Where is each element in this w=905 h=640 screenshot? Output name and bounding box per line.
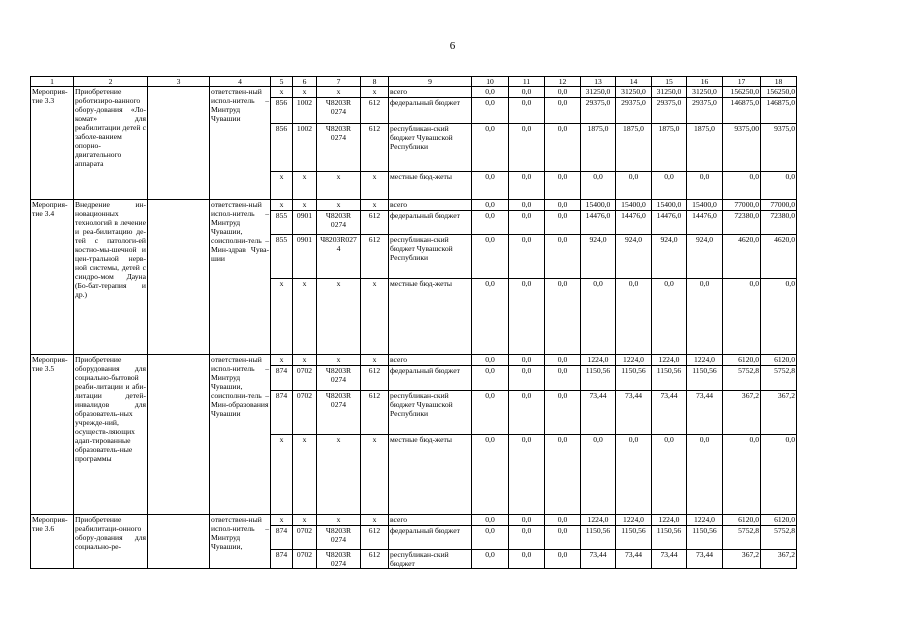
expense-type-code: 612	[361, 211, 389, 235]
amount-cell: 1224,0	[652, 515, 687, 526]
expense-type-code: x	[361, 200, 389, 211]
amount-cell: 31250,0	[581, 87, 616, 98]
amount-cell: 1875,0	[652, 124, 687, 172]
amount-cell: 0,0	[616, 279, 652, 355]
amount-cell: 0,0	[581, 172, 616, 200]
funding-source: республикан-ский бюджет	[389, 550, 472, 569]
amount-cell: 0,0	[472, 172, 509, 200]
amount-cell: 0,0	[509, 550, 545, 569]
amount-cell: 4620,0	[761, 235, 797, 279]
target-article-code: Ч8203R 0274	[317, 366, 361, 391]
activity-id: Мероприя-тие 3.5	[31, 355, 74, 515]
amount-cell: 0,0	[509, 124, 545, 172]
section-code: 0702	[293, 366, 317, 391]
amount-cell: 0,0	[509, 355, 545, 366]
expense-type-code: x	[361, 435, 389, 515]
amount-cell: 0,0	[687, 435, 723, 515]
target-article-code: Ч8203R027 4	[317, 235, 361, 279]
target-article-code: x	[317, 279, 361, 355]
header-cell: 13	[581, 77, 616, 87]
amount-cell: 1150,56	[616, 526, 652, 550]
amount-cell: 73,44	[652, 391, 687, 435]
amount-cell: 77000,0	[761, 200, 797, 211]
amount-cell: 0,0	[545, 515, 581, 526]
amount-cell: 156250,0	[723, 87, 761, 98]
amount-cell: 0,0	[545, 279, 581, 355]
header-cell: 5	[271, 77, 293, 87]
activity-id: Мероприя-тие 3.4	[31, 200, 74, 355]
amount-cell: 0,0	[545, 366, 581, 391]
amount-cell: 6120,0	[761, 355, 797, 366]
grbs-code: x	[271, 87, 293, 98]
amount-cell: 0,0	[687, 279, 723, 355]
header-cell: 18	[761, 77, 797, 87]
amount-cell: 0,0	[761, 172, 797, 200]
amount-cell: 1224,0	[581, 355, 616, 366]
amount-cell: 1150,56	[652, 366, 687, 391]
amount-cell: 0,0	[545, 98, 581, 124]
amount-cell: 0,0	[723, 279, 761, 355]
responsible-executor: ответствен-ный испол-нитель – Минтруд Чувашии,	[210, 515, 271, 569]
amount-cell: 73,44	[616, 550, 652, 569]
amount-cell: 5752,8	[723, 526, 761, 550]
amount-cell: 0,0	[723, 172, 761, 200]
amount-cell: 0,0	[545, 124, 581, 172]
budget-table	[30, 76, 797, 569]
amount-cell: 5752,8	[761, 366, 797, 391]
amount-cell: 73,44	[616, 391, 652, 435]
grbs-code: 874	[271, 366, 293, 391]
expense-type-code: 612	[361, 391, 389, 435]
grbs-code: 874	[271, 391, 293, 435]
amount-cell: 1150,56	[652, 526, 687, 550]
amount-cell: 0,0	[509, 526, 545, 550]
header-cell: 2	[74, 77, 148, 87]
table-row	[31, 355, 797, 366]
amount-cell: 73,44	[581, 550, 616, 569]
amount-cell: 0,0	[472, 200, 509, 211]
amount-cell: 9375,00	[723, 124, 761, 172]
header-cell: 4	[210, 77, 271, 87]
grbs-code: 874	[271, 550, 293, 569]
funding-source: федеральный бюджет	[389, 211, 472, 235]
funding-source: всего	[389, 355, 472, 366]
amount-cell: 0,0	[509, 366, 545, 391]
amount-cell: 15400,0	[652, 200, 687, 211]
amount-cell: 15400,0	[687, 200, 723, 211]
amount-cell: 31250,0	[687, 87, 723, 98]
amount-cell: 0,0	[509, 211, 545, 235]
amount-cell: 29375,0	[652, 98, 687, 124]
section-code: 0702	[293, 391, 317, 435]
amount-cell: 367,2	[723, 550, 761, 569]
section-code: x	[293, 172, 317, 200]
funding-source: федеральный бюджет	[389, 526, 472, 550]
amount-cell: 0,0	[687, 172, 723, 200]
amount-cell: 0,0	[472, 98, 509, 124]
empty-cell	[148, 515, 210, 569]
amount-cell: 0,0	[509, 87, 545, 98]
table-row	[31, 87, 797, 98]
amount-cell: 0,0	[509, 172, 545, 200]
responsible-executor: ответствен-ный испол-нитель – Минтруд Чувашии	[210, 87, 271, 200]
funding-source: федеральный бюджет	[389, 98, 472, 124]
header-cell: 6	[293, 77, 317, 87]
funding-source: всего	[389, 200, 472, 211]
activity-description: Внедрение ин-новационных технологий в лечение и реа-билитацию де-тей с патологи-ей костно-мы-шечной и цен-тральной нерв-ной системы, детей с синдро-мом Дауна (Бо-бат-терапия и др.)	[74, 200, 148, 355]
expense-type-code: x	[361, 172, 389, 200]
amount-cell: 9375,0	[761, 124, 797, 172]
amount-cell: 924,0	[616, 235, 652, 279]
amount-cell: 29375,0	[616, 98, 652, 124]
amount-cell: 1224,0	[581, 515, 616, 526]
amount-cell: 0,0	[616, 172, 652, 200]
funding-source: всего	[389, 87, 472, 98]
header-cell: 10	[472, 77, 509, 87]
amount-cell: 15400,0	[616, 200, 652, 211]
amount-cell: 0,0	[472, 515, 509, 526]
amount-cell: 1875,0	[687, 124, 723, 172]
amount-cell: 0,0	[472, 279, 509, 355]
expense-type-code: 612	[361, 366, 389, 391]
amount-cell: 367,2	[761, 391, 797, 435]
amount-cell: 1224,0	[616, 355, 652, 366]
amount-cell: 1224,0	[616, 515, 652, 526]
amount-cell: 0,0	[545, 435, 581, 515]
amount-cell: 0,0	[509, 279, 545, 355]
amount-cell: 14476,0	[652, 211, 687, 235]
grbs-code: 855	[271, 235, 293, 279]
section-code: 0901	[293, 235, 317, 279]
amount-cell: 73,44	[581, 391, 616, 435]
section-code: 0702	[293, 550, 317, 569]
header-cell: 7	[317, 77, 361, 87]
amount-cell: 1224,0	[687, 515, 723, 526]
target-article-code: Ч8203R 0274	[317, 391, 361, 435]
section-code: x	[293, 279, 317, 355]
target-article-code: Ч8203R 0274	[317, 98, 361, 124]
header-cell: 12	[545, 77, 581, 87]
target-article-code: Ч8203R 0274	[317, 124, 361, 172]
amount-cell: 0,0	[545, 200, 581, 211]
target-article-code: Ч8203R 0274	[317, 550, 361, 569]
amount-cell: 0,0	[472, 526, 509, 550]
amount-cell: 0,0	[545, 550, 581, 569]
amount-cell: 6120,0	[761, 515, 797, 526]
amount-cell: 6120,0	[723, 355, 761, 366]
amount-cell: 0,0	[545, 87, 581, 98]
amount-cell: 0,0	[472, 124, 509, 172]
expense-type-code: 612	[361, 98, 389, 124]
target-article-code: x	[317, 515, 361, 526]
amount-cell: 0,0	[761, 435, 797, 515]
funding-source: местные бюд-жеты	[389, 279, 472, 355]
grbs-code: x	[271, 515, 293, 526]
amount-cell: 73,44	[687, 391, 723, 435]
amount-cell: 0,0	[616, 435, 652, 515]
funding-source: республикан-ский бюджет Чувашской Республики	[389, 391, 472, 435]
page-number: 6	[449, 40, 456, 52]
amount-cell: 924,0	[581, 235, 616, 279]
funding-source: местные бюд-жеты	[389, 435, 472, 515]
amount-cell: 14476,0	[687, 211, 723, 235]
funding-source: местные бюд-жеты	[389, 172, 472, 200]
funding-source: республикан-ский бюджет Чувашской Республики	[389, 235, 472, 279]
amount-cell: 367,2	[723, 391, 761, 435]
amount-cell: 0,0	[472, 211, 509, 235]
section-code: x	[293, 515, 317, 526]
amount-cell: 0,0	[472, 435, 509, 515]
section-code: 0901	[293, 211, 317, 235]
header-cell: 9	[389, 77, 472, 87]
grbs-code: 856	[271, 98, 293, 124]
amount-cell: 6120,0	[723, 515, 761, 526]
amount-cell: 0,0	[652, 172, 687, 200]
amount-cell: 4620,0	[723, 235, 761, 279]
section-code: x	[293, 435, 317, 515]
target-article-code: x	[317, 172, 361, 200]
amount-cell: 31250,0	[652, 87, 687, 98]
amount-cell: 0,0	[509, 391, 545, 435]
amount-cell: 0,0	[581, 279, 616, 355]
amount-cell: 0,0	[545, 172, 581, 200]
header-row	[31, 77, 797, 87]
amount-cell: 0,0	[472, 366, 509, 391]
amount-cell: 0,0	[472, 355, 509, 366]
amount-cell: 0,0	[652, 435, 687, 515]
amount-cell: 0,0	[545, 235, 581, 279]
activity-description: Приобретение оборудования для социально-бытовой реаби-литации и аби-литации детей-инвалидов для образователь-ных учрежде-ний, осуществ-ляющих адап-тированные образователь-ные программы	[74, 355, 148, 515]
amount-cell: 0,0	[545, 391, 581, 435]
grbs-code: 856	[271, 124, 293, 172]
amount-cell: 0,0	[472, 87, 509, 98]
section-code: x	[293, 200, 317, 211]
responsible-executor: ответствен-ный испол-нитель – Минтруд Чувашии, соисполни-тель – Мин-здрав Чува-шии	[210, 200, 271, 355]
section-code: 1002	[293, 98, 317, 124]
empty-cell	[148, 200, 210, 355]
amount-cell: 0,0	[545, 355, 581, 366]
section-code: 1002	[293, 124, 317, 172]
amount-cell: 15400,0	[581, 200, 616, 211]
grbs-code: x	[271, 355, 293, 366]
header-cell: 11	[509, 77, 545, 87]
amount-cell: 72380,0	[761, 211, 797, 235]
amount-cell: 1150,56	[581, 366, 616, 391]
target-article-code: Ч8203R 0274	[317, 526, 361, 550]
grbs-code: x	[271, 435, 293, 515]
expense-type-code: x	[361, 355, 389, 366]
target-article-code: x	[317, 435, 361, 515]
empty-cell	[148, 87, 210, 200]
header-cell: 16	[687, 77, 723, 87]
expense-type-code: 612	[361, 526, 389, 550]
target-article-code: x	[317, 200, 361, 211]
amount-cell: 0,0	[761, 279, 797, 355]
activity-description: Приобретение роботизиро-ванного обору-дования «Ло-комат» для реабилитации детей с заболе-ванием опорно-двигательного аппарата	[74, 87, 148, 200]
funding-source: республикан-ский бюджет Чувашской Республики	[389, 124, 472, 172]
amount-cell: 73,44	[687, 550, 723, 569]
amount-cell: 1150,56	[581, 526, 616, 550]
amount-cell: 0,0	[545, 211, 581, 235]
amount-cell: 0,0	[723, 435, 761, 515]
amount-cell: 0,0	[652, 279, 687, 355]
amount-cell: 77000,0	[723, 200, 761, 211]
amount-cell: 146875,0	[761, 98, 797, 124]
target-article-code: x	[317, 355, 361, 366]
amount-cell: 367,2	[761, 550, 797, 569]
expense-type-code: 612	[361, 124, 389, 172]
amount-cell: 5752,8	[761, 526, 797, 550]
amount-cell: 14476,0	[616, 211, 652, 235]
activity-id: Мероприя-тие 3.6	[31, 515, 74, 569]
amount-cell: 31250,0	[616, 87, 652, 98]
amount-cell: 1875,0	[581, 124, 616, 172]
amount-cell: 924,0	[652, 235, 687, 279]
target-article-code: Ч8203R 0274	[317, 211, 361, 235]
amount-cell: 14476,0	[581, 211, 616, 235]
amount-cell: 0,0	[509, 98, 545, 124]
target-article-code: x	[317, 87, 361, 98]
grbs-code: 874	[271, 526, 293, 550]
amount-cell: 0,0	[472, 550, 509, 569]
expense-type-code: x	[361, 279, 389, 355]
expense-type-code: 612	[361, 235, 389, 279]
amount-cell: 1150,56	[687, 366, 723, 391]
amount-cell: 0,0	[509, 515, 545, 526]
table-row	[31, 200, 797, 211]
amount-cell: 0,0	[472, 235, 509, 279]
section-code: 0702	[293, 526, 317, 550]
expense-type-code: 612	[361, 550, 389, 569]
header-cell: 3	[148, 77, 210, 87]
amount-cell: 0,0	[509, 200, 545, 211]
amount-cell: 1224,0	[652, 355, 687, 366]
table-row	[31, 515, 797, 526]
section-code: x	[293, 355, 317, 366]
amount-cell: 0,0	[509, 435, 545, 515]
amount-cell: 29375,0	[687, 98, 723, 124]
amount-cell: 5752,8	[723, 366, 761, 391]
grbs-code: x	[271, 279, 293, 355]
amount-cell: 72380,0	[723, 211, 761, 235]
amount-cell: 73,44	[652, 550, 687, 569]
grbs-code: x	[271, 172, 293, 200]
expense-type-code: x	[361, 515, 389, 526]
header-cell: 15	[652, 77, 687, 87]
responsible-executor: ответствен-ный испол-нитель – Минтруд Чувашии, соисполни-тель – Мин-образования Чувашии	[210, 355, 271, 515]
amount-cell: 146875,0	[723, 98, 761, 124]
activity-description: Приобретение реабилитаци-онного обору-дования для социально-ре-	[74, 515, 148, 569]
amount-cell: 1875,0	[616, 124, 652, 172]
header-cell: 8	[361, 77, 389, 87]
grbs-code: x	[271, 200, 293, 211]
amount-cell: 0,0	[581, 435, 616, 515]
header-cell: 14	[616, 77, 652, 87]
grbs-code: 855	[271, 211, 293, 235]
header-cell: 1	[31, 77, 74, 87]
expense-type-code: x	[361, 87, 389, 98]
amount-cell: 156250,0	[761, 87, 797, 98]
amount-cell: 0,0	[545, 526, 581, 550]
amount-cell: 1224,0	[687, 355, 723, 366]
header-cell: 17	[723, 77, 761, 87]
funding-source: всего	[389, 515, 472, 526]
amount-cell: 0,0	[472, 391, 509, 435]
amount-cell: 29375,0	[581, 98, 616, 124]
empty-cell	[148, 355, 210, 515]
activity-id: Мероприя-тие 3.3	[31, 87, 74, 200]
amount-cell: 1150,56	[616, 366, 652, 391]
amount-cell: 0,0	[509, 235, 545, 279]
funding-source: федеральный бюджет	[389, 366, 472, 391]
amount-cell: 924,0	[687, 235, 723, 279]
section-code: x	[293, 87, 317, 98]
amount-cell: 1150,56	[687, 526, 723, 550]
